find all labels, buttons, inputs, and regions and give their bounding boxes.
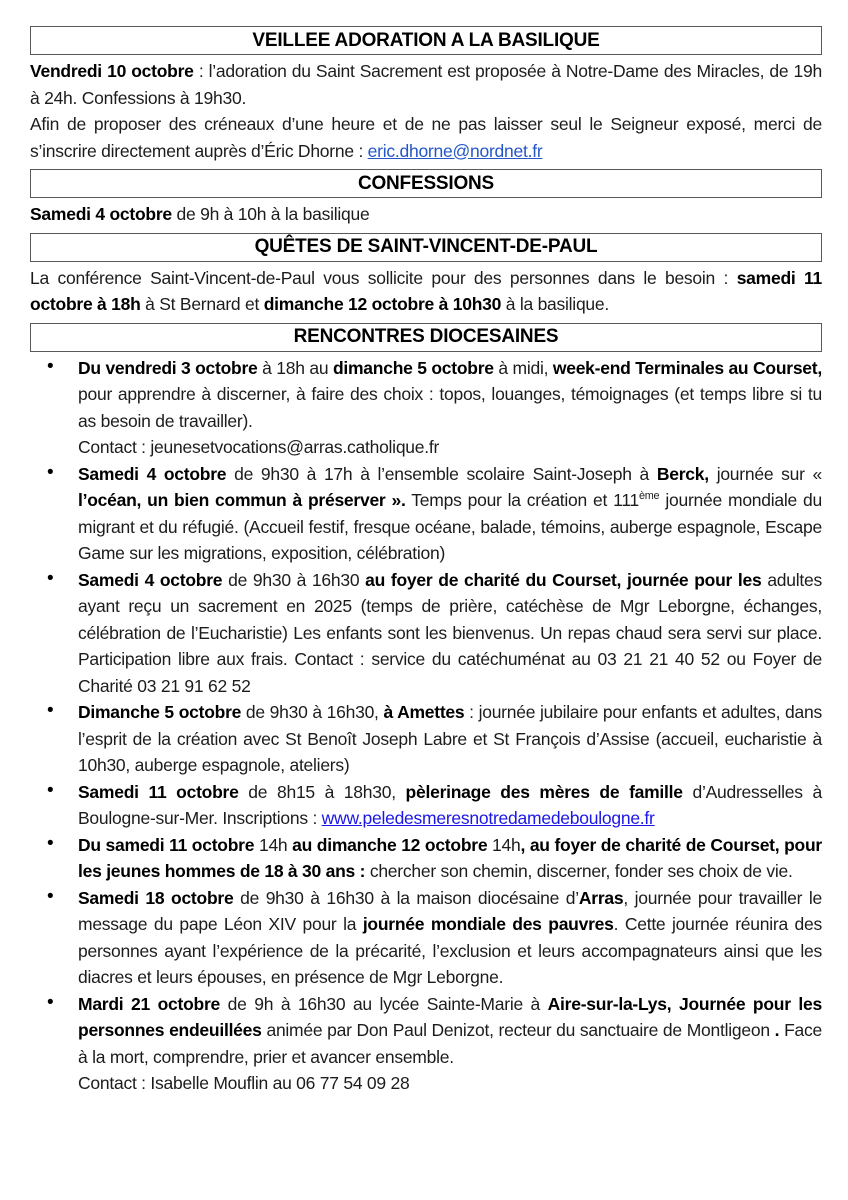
bold-text-run: . [774,1020,780,1040]
text-run: Temps pour la création et 111 [405,490,639,510]
bold-text-run: au foyer de charité du Courset, journée pour les [365,569,762,590]
section-header-quetes [30,233,822,262]
text-run: : journée jubilaire pour enfants et adultes, dans l’esprit de la création avec St Benoît Joseph Labre et St François d’Assise (accueil, eucharistie à 10h30, auberge espagnole, ateliers) [78,702,822,775]
section-veillee-adoration [30,26,822,164]
list-item [30,991,822,1097]
list-item-text [78,782,822,829]
section-title: VEILLEE ADORATION A LA BASILIQUE [252,29,600,51]
bold-text-run: pèlerinage des mères de famille [405,781,683,802]
section-content-quetes [30,265,822,318]
section-header-rencontres-diocesaines [30,323,822,352]
text-run: Afin de proposer des créneaux d’une heure et de ne pas laisser seul le Seigneur exposé, merci de s’inscrire directement auprès d’Éric Dhorne : [30,114,822,161]
bullet-icon: • [47,885,54,907]
section-title: QUÊTES DE SAINT-VINCENT-DE-PAUL [254,236,598,257]
bold-text-run: à Amettes [383,702,465,722]
section-title: RENCONTRES DIOCESAINES [293,326,559,347]
text-run: à St Bernard et [140,294,264,314]
bold-text-run: Berck, [656,463,709,484]
list-item-text [78,358,822,458]
section-content-confessions [30,201,822,228]
list-item [30,461,822,567]
bold-text-run: Samedi 4 octobre [78,569,223,590]
text-run: de 9h30 à 16h30 [222,569,366,590]
section-content-veillee-adoration [30,58,822,164]
text-run: d’Audresselles à Boulogne-sur-Mer. Inscriptions : [78,781,822,828]
bullet-icon: • [47,567,54,589]
text-run: : l’adoration du Saint Sacrement est proposée à Notre-Dame des Miracles, de 19h à 24h. Confessions à 19h30. [30,61,822,108]
bold-text-run: au dimanche 12 octobre [292,834,488,855]
section-rencontres-diocesaines [30,323,822,1097]
text-run: Face à la mort, comprendre, prier et avancer ensemble. [78,1020,822,1067]
bold-text-run: samedi 11 octobre à 18h [30,267,823,314]
list-item [30,355,822,461]
bold-text-run: Du vendredi 3 octobre [78,357,258,378]
bold-text-run: Dimanche 5 octobre [78,702,242,722]
list-item [30,567,822,700]
bold-text-run: Aire-sur-la-Lys, Journée pour les personnes endeuillées [78,993,823,1040]
paragraph [30,58,822,111]
text-run: de 9h30 à 16h30, [241,702,384,722]
text-run: . Cette journée réunira des personnes ayant l’expérience de la précarité, l’exclusion et leurs accompagnateurs ainsi que les diacres et leurs épouses, en présence de Mgr Leborgne. [78,914,822,987]
text-run: journée mondiale du migrant et du réfugié. (Accueil festif, fresque océane, balade, témoins, auberge espagnole, Escape Game sur les migrations, exposition, célébration) [78,490,822,563]
paragraph [30,201,822,228]
text-run: de 8h15 à 18h30, [238,781,406,802]
section-header-veillee-adoration [30,26,822,55]
bullet-icon: • [47,461,54,483]
text-run: chercher son chemin, discerner, fonder ses choix de vie. [365,861,793,881]
section-header-confessions [30,169,822,198]
bold-text-run: Vendredi 10 octobre [30,61,194,81]
text-run: à midi, [493,357,553,378]
bullet-icon: • [47,832,54,854]
text-run: Contact : jeunesetvocations@arras.catholique.fr [78,437,440,457]
pelerinage-website-link[interactable]: www.peledesmeresnotredamedeboulogne.fr [321,808,655,828]
list-item-text [78,994,822,1094]
text-run: ème [638,490,660,503]
bold-text-run: Samedi 4 octobre [78,463,227,484]
bold-text-run: l’océan, un bien commun à préserver [78,490,386,510]
list-item [30,832,822,885]
list-item [30,699,822,779]
list-item-text [78,835,822,882]
list-item [30,885,822,991]
bold-text-run: Samedi 4 octobre [30,204,172,224]
bold-text-run: Mardi 21 octobre [78,993,221,1014]
bold-text-run: ». [385,490,406,510]
text-run: La conférence Saint-Vincent-de-Paul vous sollicite pour des personnes dans le besoin : [30,267,737,288]
eric-dhorne-email-link[interactable]: eric.dhorne@nordnet.fr [367,140,543,161]
text-run: Contact : Isabelle Mouflin au 06 77 54 09 28 [78,1073,410,1093]
bullet-icon: • [47,355,54,377]
section-quetes [30,233,822,318]
text-run: à 18h au [257,357,333,378]
text-run: 14h [487,834,521,855]
bullet-icon: • [47,700,54,721]
bullet-icon: • [47,991,54,1013]
list-item-text [78,702,822,775]
text-run: pour apprendre à discerner, à faire des choix : topos, louanges, témoignages (et temps libre si tu as besoin de travailler). [78,384,822,431]
bold-text-run: dimanche 12 octobre à 10h30 [263,294,502,314]
bold-text-run: Arras [578,887,624,908]
bold-text-run: week-end Terminales au Courset, [552,357,822,378]
text-run: de 9h30 à 17h à l’ensemble scolaire Saint-Joseph à [226,463,657,484]
bold-text-run: Du samedi 11 octobre [78,834,255,855]
bold-text-run: journée mondiale des pauvres [362,914,614,934]
paragraph [30,111,822,164]
list-item-text [78,464,822,564]
text-run: à la basilique. [501,294,610,314]
text-run: 14h [254,834,293,855]
section-title: CONFESSIONS [357,172,495,194]
text-run: journée sur « [708,463,822,484]
paragraph [30,265,822,318]
text-run: animée par Don Paul Denizot, recteur du sanctuaire de Montligeon [261,1020,775,1040]
text-run: adultes ayant reçu un sacrement en 2025 (temps de prière, catéchèse de Mgr Leborgne, échanges, célébration de l’Eucharistie) Les enfants sont les bienvenus. Un repas chaud sera servi sur place. Participation libre aux frais. Contact : service du catéchuménat au 03 21 21 40 52 ou Foyer de Charité 03 21 91 62 52 [78,569,822,696]
text-run: , journée pour travailler le message du pape Léon XIV pour la [78,887,822,934]
text-run: de 9h30 à 16h30 à la maison diocésaine d’ [233,887,579,908]
list-item-text [78,570,822,696]
list-item-text [78,888,822,988]
section-confessions [30,169,822,228]
bold-text-run: , au foyer de charité de Courset, pour les jeunes hommes de 18 à 30 ans : [78,834,822,881]
text-run: de 9h à 16h30 au lycée Sainte-Marie à [220,993,548,1014]
text-run: de 9h à 10h à la basilique [171,204,370,224]
bullet-icon: • [47,779,54,801]
bold-text-run: Samedi 11 octobre [78,781,239,802]
bold-text-run: Samedi 18 octobre [78,887,234,908]
list-item [30,779,822,832]
bold-text-run: dimanche 5 octobre [332,357,494,378]
section-content-rencontres-diocesaines [30,355,822,1097]
